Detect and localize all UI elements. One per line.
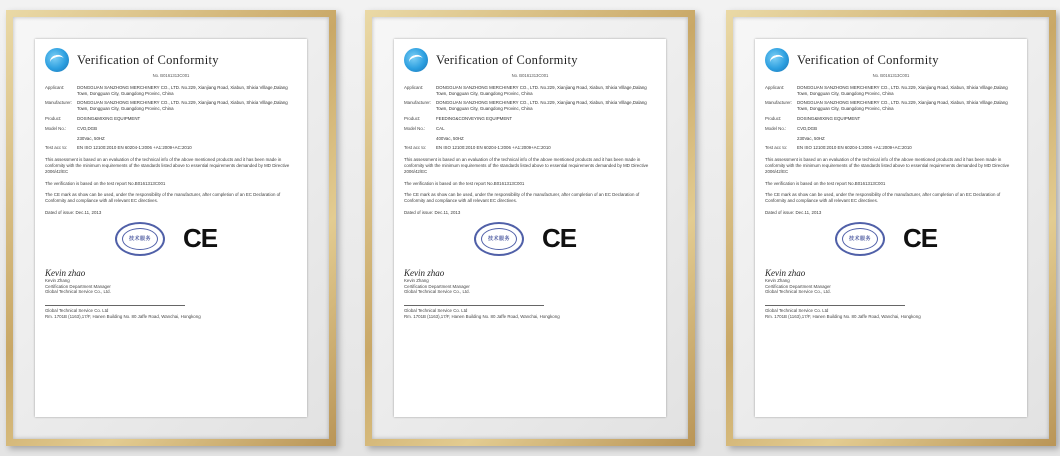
manufacturer-value: DONGGUAN SANZHONG MERCHINERY CO., LTD. No.229, Xianjiang Road, Xiabun, Shixia Village,Dalang Town, Dongguan City, Guangdong Provinc, China (77, 100, 288, 112)
test-row (404, 145, 656, 151)
certificate-title: Verification of Conformity (436, 53, 578, 67)
product-row (765, 116, 1017, 122)
stamp-text: 技术服务 (487, 235, 510, 242)
applicant-label: Applicant: (404, 84, 424, 90)
product-value: DOSING&MIXING EQUIPMENT (77, 115, 141, 121)
manufacturer-row (45, 100, 297, 112)
globe-logo-icon (404, 48, 428, 72)
certificate-frame-1 (6, 10, 336, 446)
applicant-value: DONGGUAN SANZHONG MERCHINERY CO., LTD. No.229, Xianjiang Road, Xiabun, Shixia Village,Dalang Town, Dongguan City, Guangdong Provinc, China (436, 84, 647, 96)
product-label: Product: (45, 115, 62, 121)
report-text: The verification is based on the test report No.B0161313C001 (765, 180, 886, 186)
stamp-row (474, 222, 656, 256)
certificate-document (394, 39, 666, 417)
report-text: The verification is based on the test report No.B0161313C001 (45, 180, 166, 186)
frame-mat (13, 17, 329, 439)
footer-org: Global Technical Service Co. Ltd (404, 308, 468, 314)
applicant-row (765, 85, 1017, 97)
applicant-row (45, 85, 297, 97)
rating-value: 230Vac, 50HZ (797, 135, 825, 141)
footer-divider (765, 305, 905, 306)
manufacturer-value: DONGGUAN SANZHONG MERCHINERY CO., LTD. No.229, Xianjiang Road, Xiabun, Shixia Village,Dalang Town, Dongguan City, Guangdong Provinc, China (797, 100, 1008, 112)
issue-date: Dated of issue: Dec.11, 2013 (45, 209, 102, 215)
certificate-number: No. B0161313C001 (872, 73, 910, 78)
model-value: CAL (436, 125, 445, 131)
stamp-text: 技术服务 (848, 235, 871, 242)
ce-mark: CE (183, 222, 218, 253)
certificate-frame-3 (726, 10, 1056, 446)
rating-label-spacer (45, 136, 77, 142)
model-row (765, 126, 1017, 132)
certificate-header (404, 47, 656, 73)
test-label: Test acc to: (404, 145, 427, 151)
assessment-text: This assessment is based on an evaluation of the technical info of the above mentioned products and it has been made in conformity with the minimum requirements of the standards listed above to essential requirements demanded by MD Directive 2006/42/EC (45, 157, 290, 174)
test-value: EN ISO 12100:2010 EN 60204-1:2006 +A1:2009+AC:2010 (797, 145, 912, 151)
signer-org: Global Technical Service Co., Ltd. (404, 289, 470, 295)
product-row (45, 116, 297, 122)
ce-mark: CE (903, 222, 938, 253)
model-row (404, 126, 656, 132)
certificate-number: No. B0161313C001 (511, 73, 549, 78)
certificate-frame-2 (365, 10, 695, 446)
footer-divider (404, 305, 544, 306)
signature: Kevin zhao (765, 267, 806, 278)
applicant-label: Applicant: (765, 84, 785, 90)
signer-name: Kevin Zhang (45, 277, 70, 283)
footer-address: Rm. 1701B (1163),17/F, Hanen Building No. 80 Jaffe Road, Wanchai, Hongkong (45, 313, 201, 319)
rating-row (45, 136, 297, 142)
manufacturer-row (765, 100, 1017, 112)
applicant-label: Applicant: (45, 84, 65, 90)
footer-org: Global Technical Service Co. Ltd (45, 308, 109, 314)
model-label: Model No.: (45, 125, 67, 131)
product-label: Product: (765, 115, 782, 121)
certificate-document (755, 39, 1027, 417)
test-value: EN ISO 12100:2010 EN 60204-1:2006 +A1:2009+AC:2010 (436, 145, 551, 151)
product-row (404, 116, 656, 122)
stamp-text: 技术服务 (128, 235, 151, 242)
seal-stamp (474, 222, 524, 256)
test-row (45, 145, 297, 151)
rating-row (765, 136, 1017, 142)
applicant-value: DONGGUAN SANZHONG MERCHINERY CO., LTD. No.229, Xianjiang Road, Xiabun, Shixia Village,Dalang Town, Dongguan City, Guangdong Provinc, China (77, 84, 288, 96)
applicant-value: DONGGUAN SANZHONG MERCHINERY CO., LTD. No.229, Xianjiang Road, Xiabun, Shixia Village,Dalang Town, Dongguan City, Guangdong Provinc, China (797, 84, 1008, 96)
rating-label-spacer (765, 136, 797, 142)
assessment-text: This assessment is based on an evaluation of the technical info of the above mentioned products and it has been made in conformity with the minimum requirements of the standards listed above to essential requirements demanded by MD Directive 2006/42/EC (404, 157, 649, 174)
ce-mark-note: The CE mark as show can be used, under the responsibility of the manufacturer, after completion of an EC Declaration of Conformity and compliance with all relevant EC directives. (404, 192, 640, 204)
ce-mark-note: The CE mark as show can be used, under the responsibility of the manufacturer, after completion of an EC Declaration of Conformity and compliance with all relevant EC directives. (765, 192, 1001, 204)
product-value: FEEDING&CONVEYING EQUIPMENT (436, 115, 513, 121)
rating-value: 230Vac, 50HZ (77, 135, 105, 141)
certificate-title: Verification of Conformity (797, 53, 939, 67)
certificate-title: Verification of Conformity (77, 53, 219, 67)
frame-mat (372, 17, 688, 439)
rating-value: 400Vac, 50HZ (436, 135, 464, 141)
issue-date: Dated of issue: Dec.11, 2013 (765, 209, 822, 215)
ce-mark: CE (542, 222, 577, 253)
seal-stamp (115, 222, 165, 256)
manufacturer-label: Manufacturer: (45, 100, 73, 106)
certificate-header (45, 47, 297, 73)
certificate-number: No. B0161313C001 (152, 73, 190, 78)
test-label: Test acc to: (765, 145, 788, 151)
globe-logo-icon (765, 48, 789, 72)
test-value: EN ISO 12100:2010 EN 60204-1:2006 +A1:2009+AC:2010 (77, 145, 192, 151)
assessment-text: This assessment is based on an evaluation of the technical info of the above mentioned products and it has been made in conformity with the minimum requirements of the standards listed above to essential requirements demanded by MD Directive 2006/42/EC (765, 157, 1010, 174)
signer-org: Global Technical Service Co., Ltd. (45, 289, 111, 295)
test-row (765, 145, 1017, 151)
rating-label-spacer (404, 136, 436, 142)
stamp-row (115, 222, 297, 256)
signature: Kevin zhao (45, 267, 86, 278)
certificate-header (765, 47, 1017, 73)
footer-address: Rm. 1701B (1163),17/F, Hanen Building No. 80 Jaffe Road, Wanchai, Hongkong (404, 313, 560, 319)
manufacturer-label: Manufacturer: (765, 100, 793, 106)
signer-title: Certification Department Manager (765, 283, 831, 289)
certificate-document (35, 39, 307, 417)
footer-address: Rm. 1701B (1163),17/F, Hanen Building No. 80 Jaffe Road, Wanchai, Hongkong (765, 313, 921, 319)
issue-date: Dated of issue: Dec.11, 2013 (404, 209, 461, 215)
frame-mat (733, 17, 1049, 439)
manufacturer-value: DONGGUAN SANZHONG MERCHINERY CO., LTD. No.229, Xianjiang Road, Xiabun, Shixia Village,Dalang Town, Dongguan City, Guangdong Provinc, China (436, 100, 647, 112)
signer-title: Certification Department Manager (404, 283, 470, 289)
manufacturer-label: Manufacturer: (404, 100, 432, 106)
footer-org: Global Technical Service Co. Ltd (765, 308, 829, 314)
model-label: Model No.: (765, 125, 787, 131)
signer-title: Certification Department Manager (45, 283, 111, 289)
model-label: Model No.: (404, 125, 426, 131)
signer-org: Global Technical Service Co., Ltd. (765, 289, 831, 295)
model-value: CVD,DGB (797, 125, 818, 131)
model-row (45, 126, 297, 132)
model-value: CVD,DGB (77, 125, 98, 131)
signature: Kevin zhao (404, 267, 445, 278)
manufacturer-row (404, 100, 656, 112)
rating-row (404, 136, 656, 142)
test-label: Test acc to: (45, 145, 68, 151)
signer-name: Kevin Zhang (404, 277, 429, 283)
applicant-row (404, 85, 656, 97)
globe-logo-icon (45, 48, 69, 72)
stamp-row (835, 222, 1017, 256)
signer-name: Kevin Zhang (765, 277, 790, 283)
report-text: The verification is based on the test report No.B0161313C001 (404, 180, 525, 186)
seal-stamp (835, 222, 885, 256)
product-value: DOSING&MIXING EQUIPMENT (797, 115, 861, 121)
product-label: Product: (404, 115, 421, 121)
ce-mark-note: The CE mark as show can be used, under the responsibility of the manufacturer, after completion of an EC Declaration of Conformity and compliance with all relevant EC directives. (45, 192, 281, 204)
footer-divider (45, 305, 185, 306)
